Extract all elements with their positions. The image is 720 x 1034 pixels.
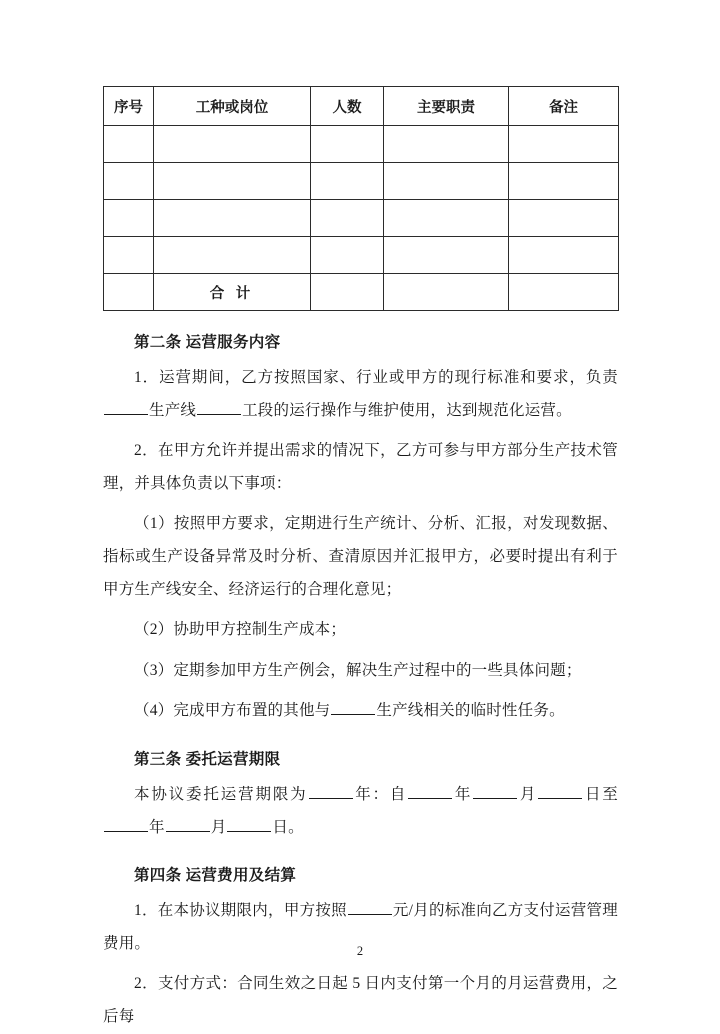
paragraph-text: 支付方式：合同生效之日起 5 日内支付第一个月的月运营费用，之后每 [103, 975, 618, 1025]
table-row [104, 126, 619, 163]
section-heading: 第四条 运营费用及结算 [134, 867, 297, 885]
paragraph-art2-item2-sub1 [103, 508, 618, 606]
paragraph-text: 年 [453, 785, 473, 803]
table-header-cell: 工种或岗位 [154, 87, 311, 126]
table-header-row [104, 87, 619, 126]
table-cell-empty[interactable] [104, 237, 154, 274]
fill-in-blank[interactable] [227, 816, 271, 832]
fill-in-blank[interactable] [348, 900, 392, 916]
paragraph-marker: 2． [134, 975, 158, 993]
paragraph-text: 在甲方允许并提出需求的情况下，乙方可参与甲方部分生产技术管理，并具体负责以下事项： [103, 442, 618, 492]
table-header [104, 87, 619, 126]
fill-in-blank[interactable] [408, 783, 452, 799]
section-heading: 第二条 运营服务内容 [134, 334, 281, 351]
paragraph-art2-item2-sub4 [103, 695, 618, 728]
paragraph-marker: 1． [134, 369, 160, 387]
table-cell-empty[interactable] [154, 163, 311, 200]
staffing-table [103, 86, 619, 311]
table-cell-empty[interactable] [311, 237, 384, 274]
table-cell-empty[interactable] [154, 200, 311, 237]
section-heading: 第三条 委托运营期限 [134, 750, 281, 768]
table-total-label: 合 计 [154, 274, 311, 311]
paragraph-art2-item2-sub3 [103, 655, 618, 688]
paragraph-art3-item1 [103, 779, 618, 844]
paragraph-text: 工段的运行操作与维护使用，达到规范化运营。 [242, 401, 572, 419]
paragraph-text: 年：自 [353, 785, 408, 803]
fill-in-blank[interactable] [331, 699, 375, 715]
paragraph-text: 生产线 [149, 401, 197, 419]
fill-in-blank[interactable] [538, 783, 582, 799]
paragraph-art2-item2-sub2 [103, 614, 618, 647]
paragraph-marker: 1． [134, 902, 158, 920]
table-row [104, 237, 619, 274]
paragraph-text: 月 [518, 785, 538, 803]
table-cell-empty[interactable] [509, 274, 619, 311]
table-row [104, 163, 619, 200]
fill-in-blank[interactable] [104, 816, 148, 832]
table-cell-empty[interactable] [384, 163, 509, 200]
fill-in-blank[interactable] [473, 783, 517, 799]
table-body [104, 126, 619, 311]
paragraph-art4-item2 [103, 968, 618, 1033]
table-cell-empty[interactable] [104, 126, 154, 163]
table-cell-empty[interactable] [154, 237, 311, 274]
page-content [103, 86, 618, 1034]
table-cell-empty[interactable] [384, 237, 509, 274]
paragraph-text: 生产线相关的临时性任务。 [376, 702, 565, 720]
table-cell-empty[interactable] [384, 274, 509, 311]
fill-in-blank[interactable] [197, 399, 241, 415]
table-cell-empty[interactable] [104, 274, 154, 311]
table-cell-empty[interactable] [311, 274, 384, 311]
table-cell-empty[interactable] [104, 200, 154, 237]
table-header-cell: 人数 [311, 87, 384, 126]
paragraph-marker: （3） [134, 661, 174, 679]
paragraph-text: 协助甲方控制生产成本； [173, 621, 347, 639]
table-cell-empty[interactable] [509, 126, 619, 163]
table-cell-empty[interactable] [311, 200, 384, 237]
fill-in-blank[interactable] [104, 399, 148, 415]
paragraph-text: 日至 [583, 785, 619, 803]
paragraph-text: 本协议委托运营期限为 [134, 785, 308, 803]
paragraph-text: 年 [149, 818, 165, 836]
table-header-cell: 主要职责 [384, 87, 509, 126]
paragraph-art2-item1 [103, 362, 618, 427]
table-cell-empty[interactable] [384, 200, 509, 237]
document-sections [103, 331, 618, 1034]
fill-in-blank[interactable] [309, 783, 353, 799]
table-cell-empty[interactable] [384, 126, 509, 163]
paragraph-art2-item2 [103, 435, 618, 500]
paragraph-marker: （1） [134, 515, 174, 533]
paragraph-text: 月 [210, 818, 227, 836]
paragraph-marker: 2． [134, 442, 158, 460]
table-total-row [104, 274, 619, 311]
paragraph-text: 完成甲方布置的其他与 [173, 702, 331, 720]
page-number: 2 [356, 944, 364, 958]
table-cell-empty[interactable] [104, 163, 154, 200]
paragraph-text: 定期参加甲方生产例会，解决生产过程中的一些具体问题； [173, 661, 582, 679]
fill-in-blank[interactable] [166, 816, 210, 832]
paragraph-text: 运营期间，乙方按照国家、行业或甲方的现行标准和要求，负责 [159, 369, 619, 387]
paragraph-marker: （2） [134, 621, 174, 639]
paragraph-text: 元/月的标准向乙方支付运营管理费用。 [103, 902, 618, 952]
table-header-cell: 序号 [104, 87, 154, 126]
table-cell-empty[interactable] [311, 126, 384, 163]
table-row [104, 200, 619, 237]
table-header-cell: 备注 [509, 87, 619, 126]
paragraph-text: 日。 [272, 818, 304, 836]
table-cell-empty[interactable] [509, 163, 619, 200]
table-cell-empty[interactable] [154, 126, 311, 163]
paragraph-text: 按照甲方要求，定期进行生产统计、分析、汇报，对发现数据、指标或生产设备异常及时分析、查清原因并汇报甲方，必要时提出有利于甲方生产线安全、经济运行的合理化意见； [103, 515, 618, 598]
table-cell-empty[interactable] [509, 237, 619, 274]
paragraph-marker: （4） [134, 702, 174, 720]
table-cell-empty[interactable] [311, 163, 384, 200]
table-cell-empty[interactable] [509, 200, 619, 237]
paragraph-text: 在本协议期限内，甲方按照 [157, 902, 347, 920]
